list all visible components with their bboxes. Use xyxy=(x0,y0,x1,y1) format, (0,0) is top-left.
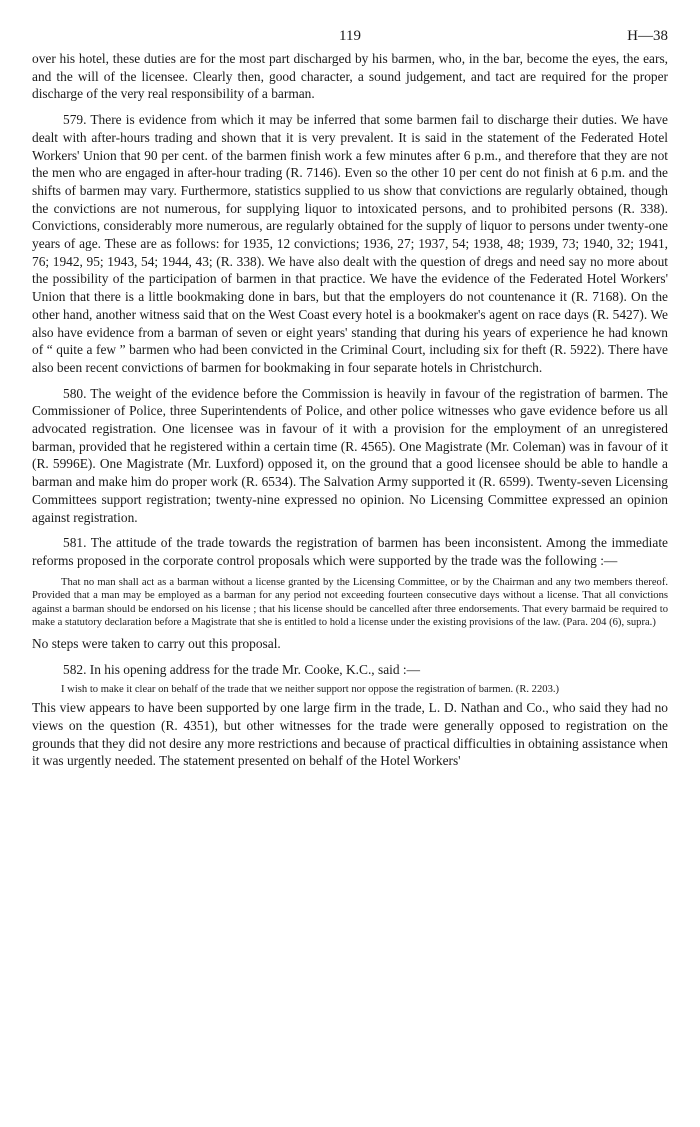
page-number: 119 xyxy=(339,28,361,44)
document-page xyxy=(32,28,668,770)
paragraph-no-steps: No steps were taken to carry out this proposal. xyxy=(32,636,281,652)
paragraph-view: This view appears to have been supported by one large firm in the trade, L. D. Nathan and Co., who said they had no views on the question (R. 4351), but other witnesses for the trade were generally opposed to registration on the grounds that they did not desire any more restrictions and because of practical difficulties in obtaining assistance when it was urgently needed. The statement presented on behalf of the Hotel Workers' xyxy=(32,700,668,769)
block-quote-cooke: I wish to make it clear on behalf of the trade that we neither support nor oppose the registration of barmen. (R. 2203.) xyxy=(61,683,560,695)
paragraph-continued: over his hotel, these duties are for the most part discharged by his barmen, who, in the bar, become the eyes, the ears, and the will of the licensee. Clearly then, good character, a sound judgement, and tact are required for the proper discharge of the very real responsibility of a barman. xyxy=(32,51,668,102)
paragraph-582: 582. In his opening address for the trade Mr. Cooke, K.C., said :— xyxy=(63,662,421,678)
document-reference: H—38 xyxy=(627,28,668,44)
page-header xyxy=(32,28,668,50)
paragraph-581: 581. The attitude of the trade towards the registration of barmen has been inconsistent. Among the immediate reforms proposed in the corporate control proposals which were supported by the trade was the following :— xyxy=(32,535,668,568)
block-quote-proposal: That no man shall act as a barman without a license granted by the Licensing Committee, or by the Chairman and any two members thereof. Provided that a man may be employed as a barman for any period not exceeding fourteen consecutive days without a license. That all convictions against a barman should be endorsed on his license ; that his license should be cancelled after three endorsements. That every barmaid be required to make a statutory declaration before a Magistrate that she is entitled to hold a license under the existing provisions of the law. (Para. 204 (6), supra.) xyxy=(32,576,668,628)
paragraph-580: 580. The weight of the evidence before the Commission is heavily in favour of the registration of barmen. The Commissioner of Police, three Superintendents of Police, and other police witnesses who gave evidence before us all advocated registration. One licensee was in favour of it with a provision for the employment of an unregistered barman, provided that he registered within a certain time (R. 4565). One Magistrate (Mr. Coleman) was in favour of it (R. 5996E). One Magistrate (Mr. Luxford) opposed it, on the ground that a good licensee should be able to handle a barman and make him do proper work (R. 6534). The Salvation Army supported it (R. 6599). Twenty-seven Licensing Committees support registration; twenty-nine expressed no opinion. No Licensing Committee expressed an opinion against registration. xyxy=(32,385,668,525)
paragraph-579: 579. There is evidence from which it may be inferred that some barmen fail to discharge their duties. We have dealt with after-hours trading and shown that it is very prevalent. It is said in the statement of the Federated Hotel Workers' Union that 90 per cent. of the barmen finish work a few minutes after 6 p.m., and therefore that they are not the men who are engaged in after-hour trading (R. 7146). Even so the other 10 per cent do not finish at 6 p.m. and the shifts of barmen may vary. Furthermore, statistics supplied to us show that convictions are regularly obtained, though the convictions are not numerous, for supplying liquor to intoxicated persons, and to prohibited persons (R. 338). Convictions, considerably more numerous, are regularly obtained for the supply of liquor to persons under twenty-one years of age. These are as follows: for 1935, 12 convictions; 1936, 27; 1937, 54; 1938, 48; 1939, 73; 1940, 32; 1941, 76; 1942, 95; 1943, 54; 1944, 43; (R. 338). We have also dealt with the question of dregs and need say no more about the possibility of the participation of barmen in that practice. We have the evidence of the Federated Hotel Workers' Union that there is a little bookmaking done in bars, but that the employers do not countenance it (R. 7168). On the other hand, another witness said that on the West Coast every hotel is a bookmaker's agent on race days (R. 5427). We also have evidence from a barman of seven or eight years' standing that during his years of experience he had known of “ quite a few ” barmen who had been convicted in the Criminal Court, including six for theft (R. 5922). There have also been recent convictions of barmen for bookmaking in four separate hotels in Christchurch. xyxy=(32,112,668,375)
